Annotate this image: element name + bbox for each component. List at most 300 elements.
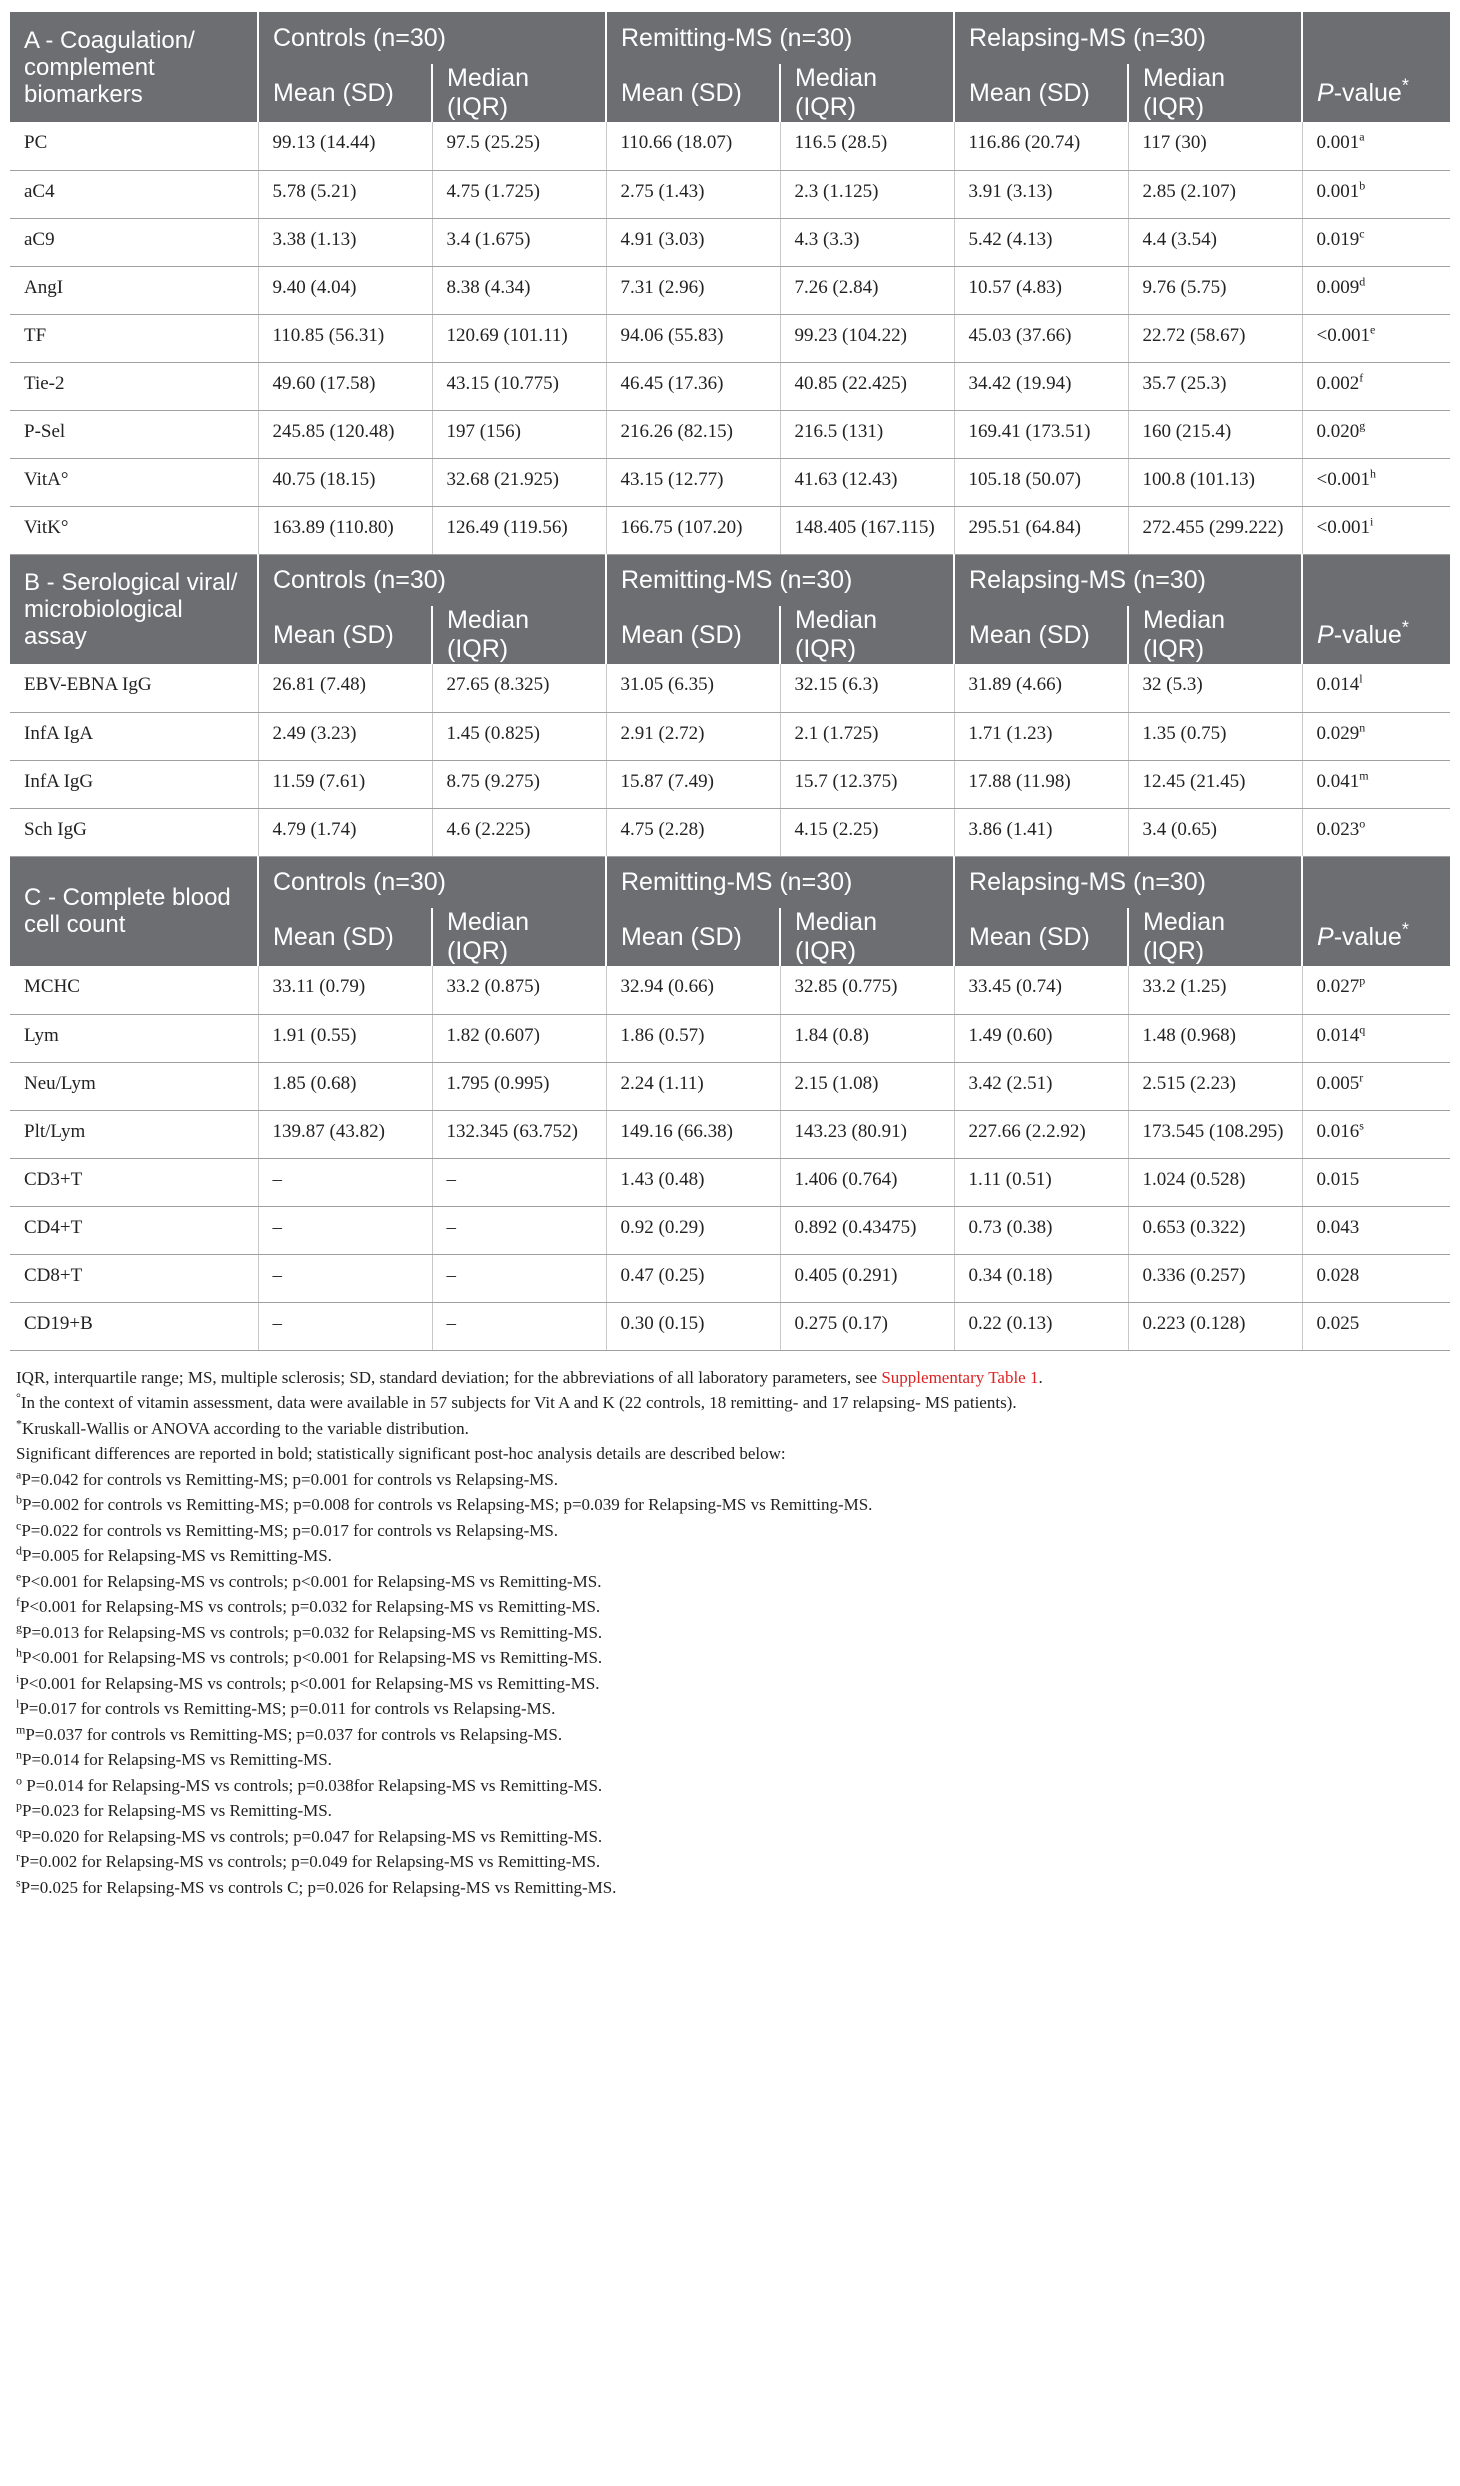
value-cell: 99.13 (14.44) [258, 122, 432, 170]
footnotes [10, 1351, 1450, 1901]
pvalue-star: * [1401, 919, 1409, 940]
footnote-line [16, 1645, 1450, 1671]
footnote-mark: q [16, 1823, 22, 1838]
table-row [10, 170, 1450, 218]
value-cell: 15.7 (12.375) [780, 760, 954, 808]
footnote-line [16, 1722, 1450, 1748]
table-row [10, 218, 1450, 266]
value-cell: 3.91 (3.13) [954, 170, 1128, 218]
footnote-mark: ° [16, 1390, 21, 1405]
value-cell: 216.26 (82.15) [606, 410, 780, 458]
column-header: Mean (SD) [258, 908, 432, 966]
footnote-line [16, 1543, 1450, 1569]
row-label: Plt/Lym [10, 1110, 258, 1158]
pvalue: <0.001 [1316, 324, 1370, 346]
footnote-text: P=0.014 for Relapsing-MS vs Remitting-MS. [22, 1750, 332, 1769]
value-cell: 43.15 (12.77) [606, 458, 780, 506]
section-title [10, 12, 258, 122]
value-cell: 32.15 (6.3) [780, 664, 954, 712]
footnote-mark: d [16, 1543, 22, 1558]
pvalue: 0.041 [1316, 770, 1360, 792]
row-label: Lym [10, 1014, 258, 1062]
footnote-line [16, 1569, 1450, 1595]
pvalue-cell [1302, 1062, 1450, 1110]
pvalue-suffix: -value [1333, 620, 1402, 649]
value-cell: 7.26 (2.84) [780, 266, 954, 314]
row-label: P-Sel [10, 410, 258, 458]
table-row [10, 808, 1450, 856]
pvalue-cell [1302, 170, 1450, 218]
footnote-line [16, 1798, 1450, 1824]
value-cell: 4.4 (3.54) [1128, 218, 1302, 266]
column-header: Median (IQR) [1128, 908, 1302, 966]
value-cell: 1.795 (0.995) [432, 1062, 606, 1110]
footnote-mark: p [16, 1798, 22, 1813]
footnote-line [16, 1467, 1450, 1493]
footnote-text: P=0.020 for Relapsing-MS vs controls; p=0.047 for Relapsing-MS vs Remitting-MS. [22, 1826, 603, 1846]
section-header-row [10, 554, 1450, 606]
section-title [10, 554, 258, 664]
value-cell: 1.48 (0.968) [1128, 1014, 1302, 1062]
column-header: Median (IQR) [432, 908, 606, 966]
value-cell: 4.75 (2.28) [606, 808, 780, 856]
column-header: Mean (SD) [954, 908, 1128, 966]
pvalue-header [1302, 606, 1450, 664]
pvalue-cell [1302, 808, 1450, 856]
section-header-row [10, 12, 1450, 64]
pvalue-footnote-mark: l [1359, 671, 1363, 686]
value-cell: 1.49 (0.60) [954, 1014, 1128, 1062]
value-cell: 100.8 (101.13) [1128, 458, 1302, 506]
table-row [10, 966, 1450, 1014]
section-title-line: assay [24, 622, 87, 650]
footnote-text: P=0.023 for Relapsing-MS vs Remitting-MS. [22, 1801, 332, 1820]
group-header-empty [1302, 856, 1450, 908]
value-cell: 0.405 (0.291) [780, 1254, 954, 1302]
value-cell: 1.84 (0.8) [780, 1014, 954, 1062]
value-cell: 3.42 (2.51) [954, 1062, 1128, 1110]
value-cell: 4.91 (3.03) [606, 218, 780, 266]
value-cell: 1.406 (0.764) [780, 1158, 954, 1206]
pvalue-footnote-mark: q [1359, 1022, 1366, 1037]
value-cell: 2.24 (1.11) [606, 1062, 780, 1110]
value-cell: 31.05 (6.35) [606, 664, 780, 712]
supplementary-link[interactable]: Supplementary Table 1 [881, 1367, 1039, 1387]
footnote-line [16, 1824, 1450, 1850]
pvalue-label: P [1317, 922, 1334, 951]
section-title-line: cell count [24, 911, 126, 939]
footnote-text: P=0.025 for Relapsing-MS vs controls C; p=0.026 for Relapsing-MS vs Remitting-MS. [20, 1877, 617, 1897]
value-cell: 166.75 (107.20) [606, 506, 780, 554]
row-label: aC4 [10, 170, 258, 218]
pvalue-footnote-mark: s [1359, 1118, 1364, 1133]
pvalue: 0.002 [1316, 372, 1360, 394]
footnote-text: P<0.001 for Relapsing-MS vs controls; p=0.032 for Relapsing-MS vs Remitting-MS. [20, 1597, 601, 1616]
value-cell: 2.91 (2.72) [606, 712, 780, 760]
footnote-mark: r [16, 1849, 20, 1864]
value-cell: 9.40 (4.04) [258, 266, 432, 314]
pvalue: 0.028 [1316, 1264, 1360, 1286]
table-row [10, 1062, 1450, 1110]
value-cell: 4.3 (3.3) [780, 218, 954, 266]
footnote-text: P=0.013 for Relapsing-MS vs controls; p=0.032 for Relapsing-MS vs Remitting-MS. [22, 1622, 603, 1642]
column-header: Median (IQR) [780, 64, 954, 122]
value-cell: 97.5 (25.25) [432, 122, 606, 170]
column-header: Mean (SD) [606, 908, 780, 966]
footnote-text: Kruskall-Wallis or ANOVA according to the variable distribution. [22, 1418, 469, 1438]
value-cell: 99.23 (104.22) [780, 314, 954, 362]
value-cell: 11.59 (7.61) [258, 760, 432, 808]
value-cell: 4.15 (2.25) [780, 808, 954, 856]
value-cell: 34.42 (19.94) [954, 362, 1128, 410]
value-cell: 10.57 (4.83) [954, 266, 1128, 314]
footnote-line [16, 1390, 1450, 1416]
value-cell: 32.94 (0.66) [606, 966, 780, 1014]
footnote-mark: s [16, 1874, 21, 1889]
value-cell: 8.75 (9.275) [432, 760, 606, 808]
table-row [10, 266, 1450, 314]
value-cell: 0.223 (0.128) [1128, 1302, 1302, 1350]
footnote-line [16, 1696, 1450, 1722]
pvalue: 0.001 [1316, 180, 1360, 202]
value-cell: 9.76 (5.75) [1128, 266, 1302, 314]
footnote-line [16, 1875, 1450, 1901]
value-cell: 197 (156) [432, 410, 606, 458]
value-cell: 0.22 (0.13) [954, 1302, 1128, 1350]
value-cell: 0.336 (0.257) [1128, 1254, 1302, 1302]
pvalue-footnote-mark: i [1370, 514, 1374, 529]
footnote-text: P=0.014 for Relapsing-MS vs controls; p=0.038for Relapsing-MS vs Remitting-MS. [22, 1775, 603, 1795]
footnote-line [16, 1849, 1450, 1875]
group-header-empty [1302, 554, 1450, 606]
value-cell: 105.18 (50.07) [954, 458, 1128, 506]
pvalue-cell [1302, 966, 1450, 1014]
pvalue: 0.043 [1316, 1216, 1360, 1238]
value-cell: 15.87 (7.49) [606, 760, 780, 808]
footnote-text: P=0.022 for controls vs Remitting-MS; p=0.017 for controls vs Relapsing-MS. [21, 1520, 559, 1540]
value-cell: 1.82 (0.607) [432, 1014, 606, 1062]
value-cell: 3.86 (1.41) [954, 808, 1128, 856]
row-label: VitK° [10, 506, 258, 554]
column-header: Mean (SD) [954, 64, 1128, 122]
value-cell: 1.024 (0.528) [1128, 1158, 1302, 1206]
pvalue-suffix: -value [1333, 922, 1402, 951]
pvalue: <0.001 [1316, 516, 1370, 538]
value-cell: 0.34 (0.18) [954, 1254, 1128, 1302]
column-header: Median (IQR) [1128, 64, 1302, 122]
value-cell: 35.7 (25.3) [1128, 362, 1302, 410]
value-cell: 1.43 (0.48) [606, 1158, 780, 1206]
data-table [10, 12, 1450, 1351]
column-header: Median (IQR) [1128, 606, 1302, 664]
pvalue-footnote-mark: p [1359, 973, 1366, 988]
group-header: Controls (n=30) [258, 12, 606, 64]
group-header-empty [1302, 12, 1450, 64]
footnote-line [16, 1416, 1450, 1442]
footnote-text: P<0.001 for Relapsing-MS vs controls; p<0.001 for Relapsing-MS vs Remitting-MS. [21, 1571, 602, 1591]
footnote-line [16, 1747, 1450, 1773]
value-cell: 12.45 (21.45) [1128, 760, 1302, 808]
pvalue-footnote-mark: e [1370, 322, 1376, 337]
pvalue-cell [1302, 506, 1450, 554]
column-header: Mean (SD) [954, 606, 1128, 664]
value-cell: 22.72 (58.67) [1128, 314, 1302, 362]
pvalue-footnote-mark: h [1370, 466, 1376, 481]
pvalue: <0.001 [1316, 468, 1370, 490]
row-label: InfA IgG [10, 760, 258, 808]
pvalue-footnote-mark: c [1359, 226, 1365, 241]
value-cell: 216.5 (131) [780, 410, 954, 458]
value-cell: 33.2 (0.875) [432, 966, 606, 1014]
value-cell: 0.92 (0.29) [606, 1206, 780, 1254]
table-row [10, 122, 1450, 170]
value-cell: – [432, 1254, 606, 1302]
pvalue-cell [1302, 266, 1450, 314]
value-cell: 94.06 (55.83) [606, 314, 780, 362]
table-row [10, 1158, 1450, 1206]
value-cell: 0.275 (0.17) [780, 1302, 954, 1350]
footnote-abbrev-end: . [1038, 1367, 1043, 1387]
footnote-text: P=0.005 for Relapsing-MS vs Remitting-MS. [22, 1546, 332, 1565]
pvalue: 0.005 [1316, 1072, 1360, 1094]
value-cell: 2.515 (2.23) [1128, 1062, 1302, 1110]
row-label: TF [10, 314, 258, 362]
pvalue-header [1302, 64, 1450, 122]
footnote-mark: e [16, 1568, 22, 1583]
pvalue: 0.025 [1316, 1312, 1360, 1334]
value-cell: 2.1 (1.725) [780, 712, 954, 760]
value-cell: 169.41 (173.51) [954, 410, 1128, 458]
value-cell: 2.3 (1.125) [780, 170, 954, 218]
pvalue: 0.027 [1316, 976, 1360, 997]
value-cell: 116.86 (20.74) [954, 122, 1128, 170]
footnote-mark: h [16, 1645, 22, 1660]
group-header: Controls (n=30) [258, 856, 606, 908]
pvalue-label: P [1317, 78, 1334, 107]
pvalue-star: * [1401, 75, 1409, 96]
value-cell: 1.35 (0.75) [1128, 712, 1302, 760]
value-cell: 26.81 (7.48) [258, 664, 432, 712]
value-cell: 1.85 (0.68) [258, 1062, 432, 1110]
table-row [10, 664, 1450, 712]
pvalue-footnote-mark: b [1359, 178, 1366, 193]
pvalue-cell [1302, 1110, 1450, 1158]
value-cell: 110.66 (18.07) [606, 122, 780, 170]
table-row [10, 712, 1450, 760]
value-cell: 2.15 (1.08) [780, 1062, 954, 1110]
value-cell: – [258, 1254, 432, 1302]
value-cell: 173.545 (108.295) [1128, 1110, 1302, 1158]
footnote-line [16, 1518, 1450, 1544]
value-cell: – [432, 1206, 606, 1254]
footnote-text: P=0.002 for Relapsing-MS vs controls; p=0.049 for Relapsing-MS vs Remitting-MS. [20, 1852, 601, 1871]
section-title-line: biomarkers [24, 80, 143, 108]
value-cell: 0.73 (0.38) [954, 1206, 1128, 1254]
pvalue-cell [1302, 1302, 1450, 1350]
row-label: EBV-EBNA IgG [10, 664, 258, 712]
pvalue-footnote-mark: d [1359, 274, 1366, 289]
value-cell: 43.15 (10.775) [432, 362, 606, 410]
table-row [10, 1302, 1450, 1350]
value-cell: – [258, 1302, 432, 1350]
pvalue-cell [1302, 712, 1450, 760]
value-cell: 2.75 (1.43) [606, 170, 780, 218]
pvalue-footnote-mark: n [1359, 720, 1366, 735]
row-label: PC [10, 122, 258, 170]
section-title-line: A - Coagulation/ [24, 26, 195, 54]
footnote-line [16, 1492, 1450, 1518]
value-cell: 0.653 (0.322) [1128, 1206, 1302, 1254]
value-cell: 2.49 (3.23) [258, 712, 432, 760]
value-cell: 45.03 (37.66) [954, 314, 1128, 362]
value-cell: 3.4 (0.65) [1128, 808, 1302, 856]
section-title-line: B - Serological viral/ [24, 568, 238, 596]
column-header: Mean (SD) [606, 64, 780, 122]
footnote-line [16, 1773, 1450, 1799]
pvalue-cell [1302, 362, 1450, 410]
footnote-text: P=0.002 for controls vs Remitting-MS; p=0.008 for controls vs Relapsing-MS; p=0.039 for Relapsing-MS vs Remitting-MS. [22, 1495, 873, 1514]
value-cell: 110.85 (56.31) [258, 314, 432, 362]
value-cell: 41.63 (12.43) [780, 458, 954, 506]
row-label: Tie-2 [10, 362, 258, 410]
footnote-mark: o [16, 1772, 22, 1787]
footnote-mark: l [16, 1696, 20, 1711]
value-cell: 2.85 (2.107) [1128, 170, 1302, 218]
pvalue-cell [1302, 1014, 1450, 1062]
table-row [10, 458, 1450, 506]
pvalue: 0.020 [1316, 420, 1360, 442]
footnote-text: Significant differences are reported in bold; statistically significant post-hoc analysis details are described below: [16, 1444, 786, 1463]
pvalue-cell [1302, 314, 1450, 362]
pvalue-footnote-mark: a [1359, 129, 1365, 144]
row-label: CD3+T [10, 1158, 258, 1206]
table-row [10, 1254, 1450, 1302]
value-cell: 40.75 (18.15) [258, 458, 432, 506]
pvalue: 0.029 [1316, 722, 1360, 744]
value-cell: 4.6 (2.225) [432, 808, 606, 856]
pvalue-cell [1302, 664, 1450, 712]
pvalue: 0.009 [1316, 276, 1360, 298]
value-cell: 120.69 (101.11) [432, 314, 606, 362]
table-row [10, 506, 1450, 554]
value-cell: 32.68 (21.925) [432, 458, 606, 506]
section-title-line: complement [24, 53, 155, 81]
column-header: Median (IQR) [432, 64, 606, 122]
pvalue-cell [1302, 410, 1450, 458]
section-title-line: C - Complete blood [24, 884, 231, 912]
pvalue-footnote-mark: f [1359, 370, 1364, 385]
footnote-text: P<0.001 for Relapsing-MS vs controls; p<0.001 for Relapsing-MS vs Remitting-MS. [19, 1673, 600, 1693]
value-cell: 33.11 (0.79) [258, 966, 432, 1014]
pvalue-footnote-mark: r [1359, 1070, 1364, 1085]
pvalue-footnote-mark: m [1359, 768, 1369, 783]
group-header: Relapsing-MS (n=30) [954, 554, 1302, 606]
pvalue-footnote-mark: o [1359, 816, 1366, 831]
row-label: CD19+B [10, 1302, 258, 1350]
pvalue: 0.015 [1316, 1168, 1360, 1190]
pvalue: 0.019 [1316, 228, 1360, 250]
row-label: AngI [10, 266, 258, 314]
group-header: Remitting-MS (n=30) [606, 12, 954, 64]
value-cell: 3.38 (1.13) [258, 218, 432, 266]
row-label: Sch IgG [10, 808, 258, 856]
value-cell: 17.88 (11.98) [954, 760, 1128, 808]
value-cell: 160 (215.4) [1128, 410, 1302, 458]
row-label: InfA IgA [10, 712, 258, 760]
pvalue-cell [1302, 1158, 1450, 1206]
value-cell: 227.66 (2.2.92) [954, 1110, 1128, 1158]
value-cell: – [432, 1158, 606, 1206]
section-header-row [10, 856, 1450, 908]
value-cell: 31.89 (4.66) [954, 664, 1128, 712]
value-cell: 5.78 (5.21) [258, 170, 432, 218]
pvalue-label: P [1317, 620, 1334, 649]
column-header: Median (IQR) [780, 606, 954, 664]
footnote-text: In the context of vitamin assessment, data were available in 57 subjects for Vit A and K (22 controls, 18 remitting- and 17 relapsing- MS patients). [20, 1393, 1017, 1412]
table-row [10, 760, 1450, 808]
value-cell: 148.405 (167.115) [780, 506, 954, 554]
row-label: VitA° [10, 458, 258, 506]
column-header: Mean (SD) [258, 606, 432, 664]
footnote-mark: c [16, 1517, 22, 1532]
value-cell: 3.4 (1.675) [432, 218, 606, 266]
value-cell: – [258, 1158, 432, 1206]
pvalue-suffix: -value [1333, 78, 1402, 107]
footnote-abbrev-text: IQR, interquartile range; MS, multiple sclerosis; SD, standard deviation; for the abbreviations of all laboratory parameters, see [16, 1367, 882, 1387]
pvalue-cell [1302, 122, 1450, 170]
value-cell: 32 (5.3) [1128, 664, 1302, 712]
value-cell: 0.30 (0.15) [606, 1302, 780, 1350]
table-row [10, 1014, 1450, 1062]
table-row [10, 314, 1450, 362]
row-label: MCHC [10, 966, 258, 1014]
pvalue-star: * [1401, 617, 1409, 638]
value-cell: 1.11 (0.51) [954, 1158, 1128, 1206]
section-title [10, 856, 258, 966]
pvalue: 0.014 [1316, 674, 1360, 695]
row-label: Neu/Lym [10, 1062, 258, 1110]
value-cell: 139.87 (43.82) [258, 1110, 432, 1158]
footnote-line [16, 1671, 1450, 1697]
value-cell: 33.2 (1.25) [1128, 966, 1302, 1014]
table-row [10, 362, 1450, 410]
footnote-abbrev [16, 1365, 1450, 1391]
value-cell: – [432, 1302, 606, 1350]
value-cell: 163.89 (110.80) [258, 506, 432, 554]
row-label: CD8+T [10, 1254, 258, 1302]
column-header: Median (IQR) [432, 606, 606, 664]
footnote-line [16, 1620, 1450, 1646]
pvalue-header [1302, 908, 1450, 966]
pvalue-cell [1302, 760, 1450, 808]
footnote-mark: m [16, 1721, 26, 1736]
row-label: aC9 [10, 218, 258, 266]
pvalue: 0.023 [1316, 818, 1360, 840]
value-cell: 8.38 (4.34) [432, 266, 606, 314]
value-cell: 7.31 (2.96) [606, 266, 780, 314]
value-cell: 33.45 (0.74) [954, 966, 1128, 1014]
pvalue-cell [1302, 1206, 1450, 1254]
value-cell: – [258, 1206, 432, 1254]
table-row [10, 1206, 1450, 1254]
value-cell: 32.85 (0.775) [780, 966, 954, 1014]
value-cell: 272.455 (299.222) [1128, 506, 1302, 554]
section-title-line: microbiological [24, 595, 183, 623]
value-cell: 40.85 (22.425) [780, 362, 954, 410]
table-row [10, 1110, 1450, 1158]
column-header: Mean (SD) [606, 606, 780, 664]
column-header: Mean (SD) [258, 64, 432, 122]
